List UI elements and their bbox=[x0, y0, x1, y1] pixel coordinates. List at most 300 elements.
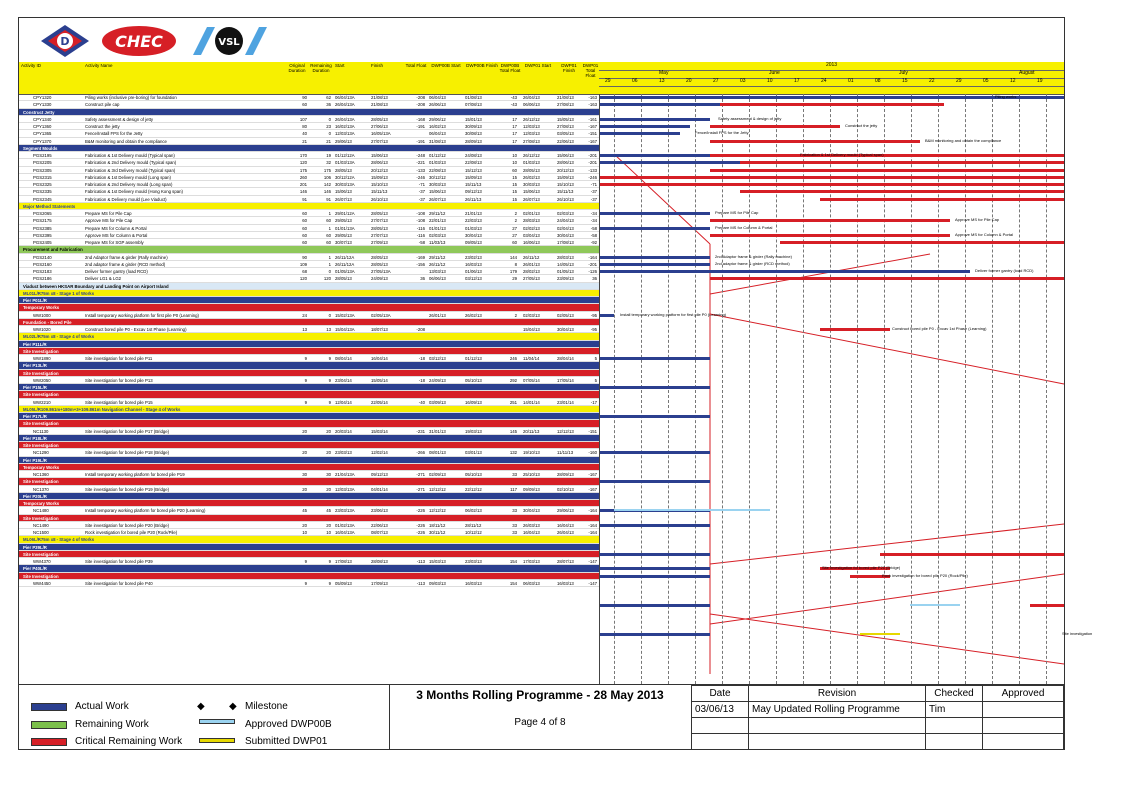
title-block bbox=[389, 685, 692, 750]
cell-ds1: 15/06/13 bbox=[523, 189, 540, 195]
cell-dtf: 2 bbox=[514, 218, 517, 224]
cell-fi: 15/05/14 bbox=[371, 377, 388, 383]
cell-name: Install temporary working platform for bored pile P19 bbox=[85, 472, 185, 477]
cell-ds1: 02/01/13 bbox=[523, 211, 540, 216]
cell-dtf1: -147 bbox=[588, 559, 597, 564]
cell-ds1: 26/01/13 bbox=[523, 261, 540, 267]
col-activity-id: Activity ID bbox=[21, 63, 42, 68]
cell-dtf1: -71 bbox=[590, 182, 597, 187]
cell-name: Approve MS for Pile Cap bbox=[85, 218, 133, 224]
cell-id: NC1360 bbox=[33, 472, 49, 477]
cell-rd: 23 bbox=[326, 124, 331, 129]
cell-tf: -208 bbox=[416, 95, 425, 100]
cell-df1: 11/11/13 bbox=[557, 450, 574, 456]
cell-rd: 32 bbox=[326, 160, 331, 166]
cell-df1: 28/03/13 bbox=[557, 254, 574, 260]
cell-dtf: 132 bbox=[509, 450, 517, 456]
group-header bbox=[19, 406, 599, 413]
rev-empty bbox=[692, 734, 749, 750]
cell-fi: 15/06/13 bbox=[371, 153, 388, 158]
gantt-bar-label: Prepare MS for Column & Portal bbox=[715, 224, 773, 230]
cell-df1: 16/03/13 bbox=[557, 580, 574, 586]
diamond-icon: ◆ bbox=[197, 701, 205, 712]
gantt-bar-label: Approve MS for Column & Portal bbox=[955, 231, 1014, 237]
cell-ds1: 03/04/13 bbox=[523, 232, 540, 238]
group-label: Temporary Works bbox=[23, 464, 60, 470]
rev-checked: Tim bbox=[926, 702, 983, 718]
cell-name: 2nd Adaptor frame & girder (Rally machine) bbox=[85, 254, 168, 260]
gantt-bar-label: Approve MS for Pile Cap bbox=[955, 217, 1000, 223]
cell-fi: 22/05/14 bbox=[371, 399, 388, 405]
cell-st: 01/03/13A bbox=[335, 160, 355, 166]
gantt-bar bbox=[910, 604, 960, 606]
cell-od: 9 bbox=[304, 559, 307, 564]
group-label: Foundation - Bored Pile bbox=[23, 319, 72, 325]
cell-rd: 9 bbox=[328, 356, 331, 361]
gantt-bar bbox=[600, 480, 710, 483]
table-row bbox=[19, 174, 599, 181]
cell-df1: 30/04/13 bbox=[557, 327, 574, 332]
cell-ds: 31/01/13 bbox=[429, 428, 446, 434]
group-header bbox=[19, 442, 599, 449]
cell-tf: -58 bbox=[418, 240, 425, 245]
col-dwp01-float: DWP01 Total Float bbox=[582, 63, 599, 78]
cell-st: 12/04/14 bbox=[335, 399, 352, 405]
gantt-bar bbox=[600, 604, 710, 607]
cell-tf: -246 bbox=[416, 174, 425, 180]
cell-dtf1: -147 bbox=[588, 580, 597, 586]
table-row bbox=[19, 377, 599, 384]
gantt-day: 19 bbox=[1037, 78, 1043, 84]
gantt-day: 13 bbox=[659, 78, 665, 84]
table-row bbox=[19, 210, 599, 217]
cell-name: Site investigation for bored pile P39 bbox=[85, 559, 153, 564]
cell-id: NC1290 bbox=[33, 450, 49, 456]
cell-id: PGS2315 bbox=[33, 174, 52, 180]
cell-dtf: 154 bbox=[509, 559, 517, 564]
group-header bbox=[19, 203, 599, 210]
group-label: Temporary Works bbox=[23, 501, 60, 506]
cell-ds1: 07/05/14 bbox=[523, 377, 540, 383]
cell-dtf: 246 bbox=[509, 356, 517, 361]
cell-od: 20 bbox=[302, 486, 307, 492]
cell-ds: 01/01/13 bbox=[429, 225, 446, 231]
gantt-bar bbox=[600, 125, 690, 128]
cell-df1: 12/12/13 bbox=[557, 428, 574, 434]
gantt-bar bbox=[600, 357, 710, 360]
cell-fi: 09/12/13 bbox=[371, 472, 388, 477]
gantt-day: 24 bbox=[821, 78, 827, 84]
gantt-bar bbox=[614, 509, 770, 511]
cell-ds: 06/06/13 bbox=[429, 276, 446, 282]
cell-fi: 15/03/14 bbox=[371, 428, 388, 434]
cell-dtf: 154 bbox=[509, 580, 517, 586]
cell-dtf1: -58 bbox=[590, 225, 597, 231]
cell-dtf: 145 bbox=[509, 428, 517, 434]
cell-df1: 02/10/13 bbox=[557, 486, 574, 492]
cell-name: B&M monitoring and obtain the compliance bbox=[85, 138, 167, 144]
cell-od: 20 bbox=[302, 522, 307, 528]
cell-df: 22/12/12 bbox=[465, 486, 482, 492]
cell-dtf1: -201 bbox=[588, 160, 597, 166]
gantt-day: 08 bbox=[875, 78, 881, 84]
cell-ds1: 28/02/13 bbox=[523, 269, 540, 274]
group-label: Pier P18L/R bbox=[23, 435, 47, 441]
cell-df1: 21/08/13 bbox=[557, 95, 574, 100]
gantt-bar bbox=[710, 125, 840, 128]
cell-ds: 02/03/13 bbox=[429, 232, 446, 238]
cell-rd: 20 bbox=[326, 450, 331, 456]
cell-fi: 17/09/13 bbox=[371, 580, 388, 586]
gantt-day: 10 bbox=[767, 78, 773, 84]
cell-dtf: 15 bbox=[512, 174, 517, 180]
cell-dtf: 292 bbox=[509, 377, 517, 383]
table-row bbox=[19, 152, 599, 159]
group-label: Pier P17L/R bbox=[23, 414, 47, 419]
gantt-chart bbox=[600, 94, 1093, 684]
cell-id: PGS2140 bbox=[33, 254, 52, 260]
cell-st: 12/03/13A bbox=[335, 486, 355, 492]
cell-name: Construct bored pile P0 - Excav 1st Phase (Learning) bbox=[85, 327, 187, 332]
cell-df: 05/10/13 bbox=[465, 472, 482, 477]
cell-df1: 02/05/13 bbox=[557, 312, 574, 318]
table-row bbox=[19, 123, 599, 130]
group-header bbox=[19, 109, 599, 116]
cell-df1: 15/09/13 bbox=[557, 174, 574, 180]
cell-df: 15/12/13 bbox=[465, 167, 482, 173]
cell-od: 170 bbox=[299, 153, 307, 158]
cell-fi: 04/01/14 bbox=[371, 486, 388, 492]
cell-fi: 15/09/13 bbox=[371, 174, 388, 180]
cell-ds: 29/11/12 bbox=[429, 254, 446, 260]
cell-df1: 27/08/13 bbox=[557, 102, 574, 108]
cell-df1: 30/04/13 bbox=[557, 232, 574, 238]
group-label: Site Investigation bbox=[23, 551, 59, 557]
gantt-bar-label: Construct bored pile P0 - Excav 1st Phase (Learning) bbox=[892, 326, 987, 331]
diamond-icon: ◆ bbox=[229, 701, 237, 712]
cell-tf: -191 bbox=[416, 124, 425, 129]
cell-id: PGS2183 bbox=[33, 269, 52, 274]
cell-id: CPY1365 bbox=[33, 131, 52, 137]
cell-id: NC1500 bbox=[33, 530, 49, 535]
cell-ds1: 28/05/13 bbox=[523, 167, 540, 173]
cell-ds: 26/01/13 bbox=[429, 312, 446, 318]
gantt-bar bbox=[600, 270, 970, 273]
group-header bbox=[19, 348, 599, 355]
table-row bbox=[19, 138, 599, 145]
rev-col-date: Date bbox=[692, 686, 749, 702]
cell-tf: -169 bbox=[416, 254, 425, 260]
cell-ds: 13/03/13 bbox=[429, 269, 446, 274]
rev-empty bbox=[749, 734, 926, 750]
gantt-bar bbox=[600, 567, 710, 570]
cell-st: 01/12/12A bbox=[335, 153, 355, 158]
gantt-bar bbox=[600, 575, 710, 578]
cell-ds1: 12/03/13 bbox=[523, 124, 540, 129]
cell-df: 22/03/13 bbox=[465, 218, 482, 224]
cell-ds: 31/08/13 bbox=[429, 138, 446, 144]
cell-dtf: 117 bbox=[510, 486, 517, 492]
cell-fi: 28/05/13 bbox=[371, 261, 388, 267]
gantt-day: 12 bbox=[1010, 78, 1016, 84]
cell-st: 26/11/12A bbox=[335, 261, 355, 267]
gantt-bar-label: Site investigation for bored pile P20 (Bridge) bbox=[822, 565, 901, 571]
table-row bbox=[19, 196, 599, 203]
cell-fi: 21/08/13 bbox=[371, 95, 388, 100]
cell-id: PGS2325 bbox=[33, 182, 52, 187]
cell-st: 01/01/13A bbox=[335, 225, 355, 231]
cell-df: 30/04/13 bbox=[465, 232, 482, 238]
cell-st: 08/04/14 bbox=[335, 356, 352, 361]
cell-dtf: 2 bbox=[514, 312, 517, 318]
gantt-bar-label: Safety assessment & design of jetty bbox=[718, 115, 782, 121]
cell-df1: 27/08/13 bbox=[557, 124, 574, 129]
gantt-bar bbox=[740, 190, 1064, 193]
cell-rd: 146 bbox=[323, 189, 331, 195]
cell-dtf: 15 bbox=[512, 182, 517, 187]
table-row bbox=[19, 355, 599, 362]
cell-rd: 20 bbox=[326, 486, 331, 492]
cell-name: Site investigation for bored pile P19 (Bridge) bbox=[85, 486, 170, 492]
group-header bbox=[19, 297, 599, 304]
cell-name: Fabrication & 1st Delivery mould (Long span) bbox=[85, 174, 171, 180]
cell-dtf1: -151 bbox=[588, 131, 597, 137]
cell-st: 23/03/13 bbox=[335, 450, 352, 456]
cell-tf: -271 bbox=[416, 472, 425, 477]
gantt-bar bbox=[600, 161, 740, 164]
cell-ds1: 17/03/13 bbox=[523, 559, 540, 564]
cell-id: WW1000 bbox=[33, 312, 51, 318]
cell-st: 23/04/14 bbox=[335, 377, 352, 383]
cell-ds1: 06/03/13 bbox=[523, 580, 540, 586]
cell-dtf: 17 bbox=[512, 124, 517, 129]
table-row bbox=[19, 167, 599, 174]
legend-milestone-label: Milestone bbox=[245, 701, 288, 712]
cell-st: 30/07/13 bbox=[335, 240, 352, 245]
group-header bbox=[19, 290, 599, 297]
cell-fi: 28/05/13 bbox=[371, 225, 388, 231]
cell-df: 26/11/13 bbox=[465, 196, 482, 202]
cell-ds1: 27/05/13 bbox=[523, 276, 540, 282]
cell-ds1: 12/03/13 bbox=[523, 131, 540, 137]
cell-fi: 15/10/13 bbox=[371, 182, 388, 187]
cell-dtf: 179 bbox=[509, 269, 517, 274]
rev-empty bbox=[983, 734, 1064, 750]
group-label: Pier P13L/R bbox=[23, 363, 47, 369]
table-row bbox=[19, 116, 599, 123]
cell-ds1: 20/11/13 bbox=[523, 428, 540, 434]
cell-rd: 60 bbox=[326, 218, 331, 224]
cell-df: 28/11/12 bbox=[465, 522, 482, 528]
gantt-bar bbox=[600, 176, 1064, 179]
cell-ds1: 15/04/13 bbox=[523, 327, 540, 332]
cell-df1: 02/03/13 bbox=[557, 211, 574, 216]
cell-df1: 14/05/13 bbox=[557, 261, 574, 267]
cell-ds: 11/03/13 bbox=[429, 240, 446, 245]
legend-dwp00b-label: Approved DWP00B bbox=[245, 719, 332, 730]
cell-fi: 28/06/13 bbox=[371, 160, 388, 166]
cell-od: 146 bbox=[299, 189, 307, 195]
cell-ds: 15/03/13 bbox=[429, 559, 446, 564]
group-label: ML06L/R75m x8 - Stage 4 of Works bbox=[23, 537, 95, 543]
cell-dtf: -43 bbox=[510, 102, 517, 108]
cell-fi: 27/09/13 bbox=[371, 240, 388, 245]
cell-ds: 30/03/13 bbox=[429, 182, 446, 187]
cell-od: 60 bbox=[302, 240, 307, 245]
col-start: Start bbox=[335, 63, 345, 68]
cell-df: 22/08/13 bbox=[465, 160, 482, 166]
group-header bbox=[19, 573, 599, 580]
cell-od: 9 bbox=[304, 580, 307, 586]
cell-fi: 12/02/14 bbox=[371, 450, 388, 456]
cell-rd: 21 bbox=[326, 138, 331, 144]
gantt-bar bbox=[740, 161, 1064, 164]
cell-id: WW1890 bbox=[33, 356, 51, 361]
group-label: Major Method Statements bbox=[23, 203, 76, 209]
cell-tf: -116 bbox=[416, 225, 425, 231]
cell-od: 13 bbox=[302, 327, 307, 332]
cell-dtf1: -34 bbox=[590, 211, 597, 216]
table-row bbox=[19, 225, 599, 232]
month-july: July bbox=[899, 70, 908, 76]
cell-ds1: 01/03/13 bbox=[523, 160, 540, 166]
table-row bbox=[19, 268, 599, 275]
group-header bbox=[19, 493, 599, 500]
group-header bbox=[19, 420, 599, 427]
gantt-day: 03 bbox=[740, 78, 746, 84]
gantt-bar bbox=[820, 328, 890, 331]
cell-ds: 06/04/13 bbox=[429, 95, 446, 100]
cell-tf: -37 bbox=[418, 196, 425, 202]
cell-dtf1: -164 bbox=[588, 254, 597, 260]
cell-od: 21 bbox=[302, 138, 307, 144]
cell-tf: -133 bbox=[416, 167, 425, 173]
cell-ds: 01/03/13 bbox=[429, 160, 446, 166]
cell-df1: 28/04/14 bbox=[557, 356, 574, 361]
group-label: Pier P11L/R bbox=[23, 341, 47, 347]
group-header bbox=[19, 536, 599, 543]
cell-dtf1: -201 bbox=[588, 153, 597, 158]
group-header bbox=[19, 362, 599, 369]
cell-dtf1: -164 bbox=[588, 508, 597, 514]
cell-name: Fabrication & 1st Delivery mould (Hong Kong span) bbox=[85, 189, 183, 195]
cell-df: 07/08/13 bbox=[465, 102, 482, 108]
cell-od: 120 bbox=[299, 160, 307, 166]
cell-dtf: 15 bbox=[512, 189, 517, 195]
cell-fi: 18/07/13 bbox=[371, 327, 388, 332]
cell-od: 107 bbox=[299, 116, 307, 122]
cell-id: PGS2345 bbox=[33, 196, 52, 202]
group-label: Viaduct between HKSAR Boundary and Landing Point on Airport Island bbox=[23, 283, 169, 289]
rev-description: May Updated Rolling Programme bbox=[749, 702, 926, 718]
legend-dwp01-label: Submitted DWP01 bbox=[245, 736, 328, 747]
critical-link-line bbox=[710, 524, 1064, 564]
cell-name: Prepare MS for SGP assembly bbox=[85, 240, 144, 245]
col-dwp01-start: DWP01 Start bbox=[524, 63, 552, 68]
table-row bbox=[19, 188, 599, 195]
cell-rd: 91 bbox=[326, 196, 331, 202]
table-row bbox=[19, 486, 599, 493]
cell-rd: 120 bbox=[323, 276, 331, 282]
cell-rd: 62 bbox=[326, 95, 331, 100]
group-header bbox=[19, 500, 599, 507]
rev-empty bbox=[692, 718, 749, 734]
cell-st: 29/05/13 bbox=[335, 218, 352, 224]
gantt-bar bbox=[600, 263, 710, 266]
group-label: Segment Moulds bbox=[23, 145, 58, 151]
month-may: May bbox=[659, 70, 669, 76]
cell-rd: 13 bbox=[326, 327, 331, 332]
cell-rd: 1 bbox=[328, 254, 331, 260]
critical-link-line bbox=[710, 314, 1064, 384]
chec-logo bbox=[101, 25, 177, 57]
cell-od: 20 bbox=[302, 428, 307, 434]
cell-id: WW2210 bbox=[33, 399, 51, 405]
gantt-bar bbox=[600, 314, 614, 317]
cell-st: 12/03/13A bbox=[335, 131, 355, 137]
logo-strip bbox=[19, 18, 1064, 63]
table-row bbox=[19, 449, 599, 456]
cell-tf: -226 bbox=[416, 508, 425, 514]
cell-dtf: 33 bbox=[512, 472, 517, 477]
group-header bbox=[19, 246, 599, 253]
cell-df1: 28/07/13 bbox=[557, 559, 574, 564]
cell-name: Site investigation for bored pile P11 bbox=[85, 356, 153, 361]
cell-od: 30 bbox=[302, 472, 307, 477]
cell-dtf1: -34 bbox=[590, 218, 597, 224]
cell-name: Fabrication & 2nd Delivery mould (Long span) bbox=[85, 182, 173, 187]
group-label: ML05L/R109.861m+180m+3+109.861m Navigation Channel - Stage 4 of Works bbox=[23, 406, 181, 412]
month-august: August bbox=[1019, 70, 1035, 76]
cell-ds1: 11/04/14 bbox=[523, 356, 540, 361]
cell-ds: 08/01/13 bbox=[429, 450, 446, 456]
cell-df1: 29/06/13 bbox=[557, 508, 574, 514]
cell-df: 09/05/13 bbox=[465, 240, 482, 245]
cell-name: Rock investigation for bored pile P20 (Rock/Pile) bbox=[85, 530, 178, 535]
cell-dtf1: -163 bbox=[588, 102, 597, 108]
cell-df: 06/02/13 bbox=[465, 508, 482, 514]
rev-empty bbox=[983, 718, 1064, 734]
gantt-day: 29 bbox=[956, 78, 962, 84]
cell-od: 60 bbox=[302, 218, 307, 224]
legend-dwp00b-swatch bbox=[199, 719, 235, 724]
col-dwp00b-start: DWP00B Start bbox=[431, 63, 461, 68]
table-row bbox=[19, 471, 599, 478]
cell-df1: 17/08/13 bbox=[557, 240, 574, 245]
cell-od: 120 bbox=[299, 276, 307, 282]
cell-df: 21/01/13 bbox=[465, 211, 482, 216]
cell-st: 29/05/13 bbox=[335, 232, 352, 238]
cell-rd: 20 bbox=[326, 428, 331, 434]
cell-od: 90 bbox=[302, 254, 307, 260]
cell-fi: 28/05/13 bbox=[371, 116, 388, 122]
gantt-bar bbox=[780, 241, 1064, 244]
critical-link-line bbox=[710, 614, 1064, 664]
cell-ds1: 02/03/13 bbox=[523, 312, 540, 318]
gantt-bar-label: Construct the jetty bbox=[845, 123, 878, 128]
group-label: Temporary Works bbox=[23, 305, 60, 311]
col-activity-name: Activity Name bbox=[85, 63, 113, 68]
cell-id: CPY1360 bbox=[33, 124, 52, 129]
group-label: Procurement and Fabrication bbox=[23, 247, 83, 253]
cell-name: Approve MS for Column & Portal bbox=[85, 232, 148, 238]
cell-df: 05/10/13 bbox=[465, 377, 482, 383]
gantt-bar bbox=[720, 103, 944, 106]
cell-tf: -208 bbox=[416, 327, 425, 332]
cell-ds: 30/12/12 bbox=[429, 174, 446, 180]
gantt-bar-label: 2nd Adaptor frame & girder (Rally machine) bbox=[715, 253, 792, 259]
cell-df: 19/03/13 bbox=[465, 428, 482, 434]
